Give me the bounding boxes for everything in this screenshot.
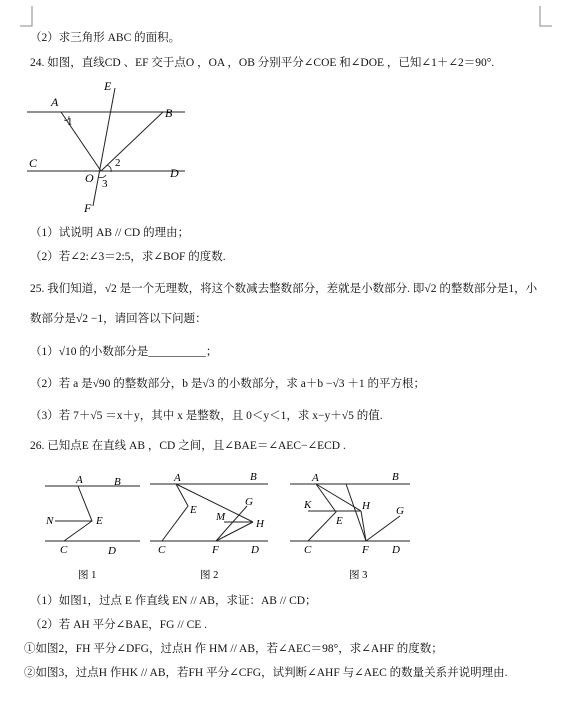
- svg-text:B: B: [250, 471, 257, 483]
- label-F: F: [84, 201, 92, 215]
- svg-text:F: F: [362, 544, 369, 556]
- svg-text:D: D: [392, 544, 400, 556]
- caption-fig2: 图 2: [200, 570, 219, 581]
- label-A: A: [51, 95, 59, 109]
- q24-part1: （1）试说明 AB // CD 的理由；: [30, 227, 190, 239]
- svg-text:N: N: [46, 515, 54, 527]
- q25-part1: （1）√10 的小数部分是__________；: [30, 346, 218, 358]
- svg-text:E: E: [96, 515, 103, 527]
- svg-text:C: C: [158, 544, 166, 556]
- svg-text:C: C: [304, 544, 312, 556]
- svg-text:G: G: [396, 505, 404, 517]
- svg-text:A: A: [174, 472, 181, 484]
- label-D: D: [170, 166, 179, 180]
- svg-text:E: E: [190, 504, 197, 516]
- label-O: O: [85, 171, 94, 185]
- q26-part1: （1）如图1，过点 E 作直线 EN // AB，求证：AB // CD；: [30, 595, 317, 607]
- figure-2: [150, 471, 268, 556]
- label-E: E: [104, 79, 112, 93]
- svg-text:H: H: [362, 500, 370, 512]
- caption-fig1: 图 1: [78, 570, 97, 581]
- q23-part2: （2）求三角形 ABC 的面积。: [30, 32, 181, 44]
- corner-mark-left: [20, 6, 34, 30]
- q25-stem-cont: 数部分是√2 −1，请回答以下问题：: [30, 313, 207, 325]
- caption-fig3: 图 3: [349, 570, 368, 581]
- q26-part2: （2）若 AH 平分∠BAE，FG // CE .: [30, 619, 208, 631]
- svg-text:G: G: [245, 496, 253, 508]
- svg-text:K: K: [304, 499, 312, 511]
- angle-1: 1: [67, 116, 73, 128]
- svg-text:B: B: [114, 476, 121, 488]
- q26-figures: [40, 466, 420, 586]
- svg-text:D: D: [108, 545, 116, 557]
- svg-text:F: F: [212, 544, 219, 556]
- label-B: B: [165, 106, 173, 120]
- svg-text:H: H: [256, 518, 264, 530]
- svg-text:M: M: [216, 511, 226, 523]
- q26-stem: 26. 已知点E 在直线 AB ，CD 之间，且∠BAE＝∠AEC−∠ECD .: [30, 440, 346, 452]
- figure-1: [45, 474, 140, 557]
- q24-stem: 24. 如图，直线CD 、EF 交于点O ，OA ，OB 分别平分∠COE 和∠DOE ，已知∠1＋∠2＝90°.: [30, 57, 495, 69]
- svg-text:E: E: [336, 515, 343, 527]
- q24-figure: [25, 78, 195, 218]
- q26-part2-sub1: ①如图2，FH 平分∠DFG，过点H 作 HM // AB，若∠AEC＝98°，求∠AHF 的度数；: [24, 643, 443, 655]
- svg-text:D: D: [251, 544, 259, 556]
- corner-mark-right: [538, 6, 552, 30]
- label-C: C: [29, 156, 38, 170]
- svg-text:B: B: [392, 471, 399, 483]
- q24-part2: （2）若∠2:∠3＝2:5，求∠BOF 的度数.: [30, 251, 226, 263]
- svg-text:A: A: [76, 474, 83, 486]
- angle-2: 2: [115, 157, 121, 169]
- q25-part2: （2）若 a 是√90 的整数部分，b 是√3 的小数部分，求 a＋b −√3 ＋1 的平方根；: [30, 378, 426, 390]
- q25-part3: （3）若 7＋√5 ＝x＋y，其中 x 是整数，且 0＜y＜1，求 x−y＋√5 的值.: [30, 410, 383, 422]
- angle-3: 3: [102, 178, 108, 190]
- q25-stem: 25. 我们知道，√2 是一个无理数，将这个数减去整数部分，差就是小数部分. 即√2 的整数部分是1，小: [30, 283, 538, 295]
- svg-text:A: A: [312, 472, 319, 484]
- svg-text:C: C: [60, 544, 68, 556]
- q26-part2-sub2: ②如图3，过点H 作HK // AB，若FH 平分∠CFG，试判断∠AHF 与∠AEC 的数量关系并说明理由.: [24, 667, 508, 679]
- figure-3: [290, 471, 410, 556]
